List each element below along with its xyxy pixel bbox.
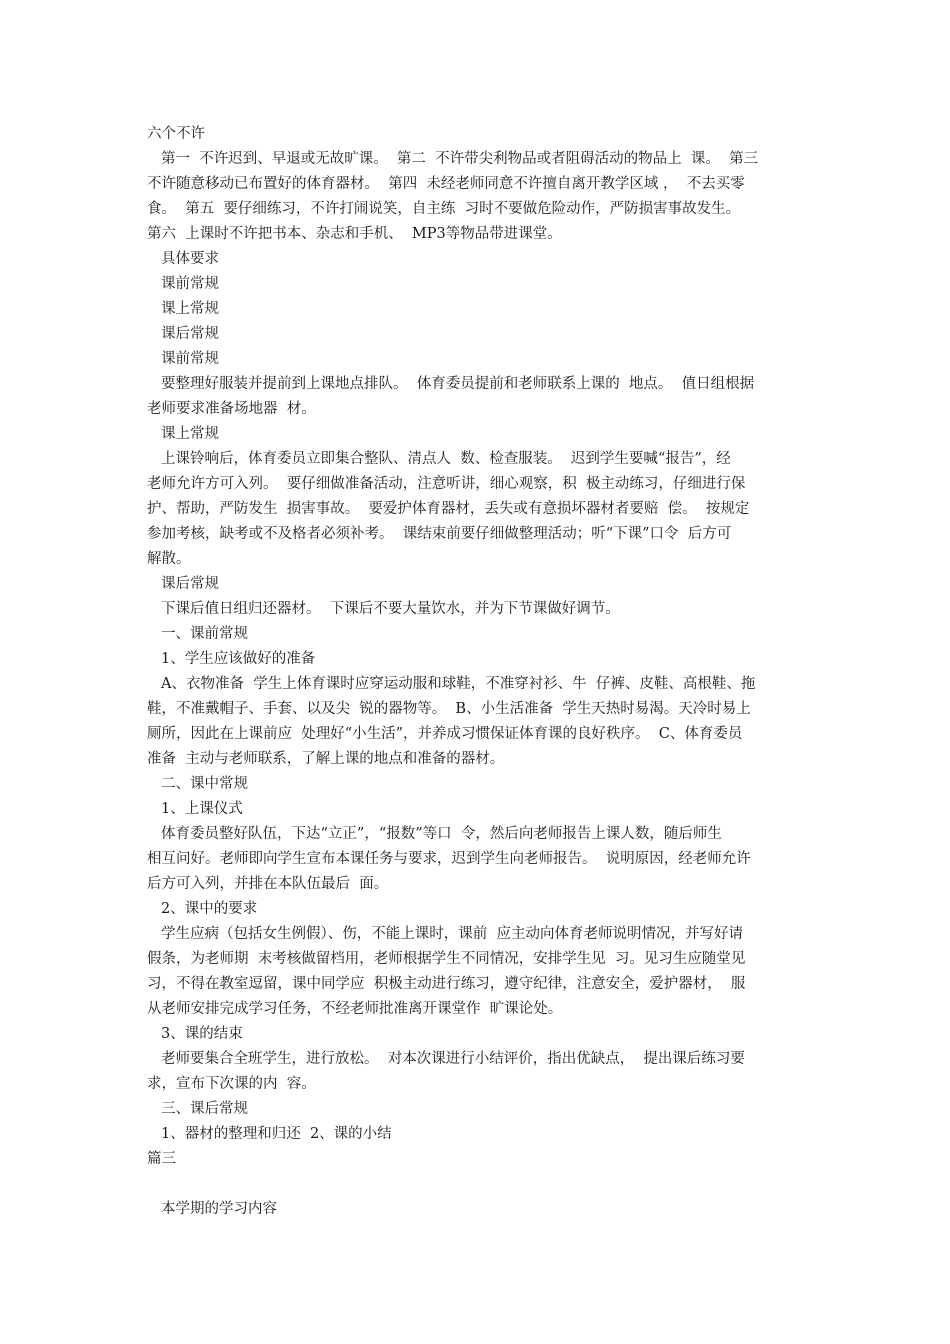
text-line: 二、课中常规 [161, 776, 248, 792]
text-line: 3、课的结束 [161, 1026, 243, 1042]
text-line: 老师要集合全班学生，进行放松。 对本次课进行小结评价，指出优缺点， 提出课后练习要 [161, 1051, 745, 1067]
text-line: 食。 第五 要仔细练习，不许打闹说笑，自主练 习时不要做危险动作，严防损害事故发生。 [147, 201, 741, 217]
text-line: 厕所，因此在上课前应 处理好“小生活”，并养成习惯保证体育课的良好秩序。 C、体育委员 [147, 726, 743, 742]
text-line: 具体要求 [161, 251, 219, 267]
text-line: 上课铃响后，体育委员立即集合整队、清点人 数、检查服装。 迟到学生要喊“报告”，经 [161, 451, 731, 467]
text-line: 护、帮助，严防发生 损害事故。 要爱护体育器材，丢失或有意损坏器材者要赔 偿。 按规定 [147, 501, 750, 517]
text-line: 课后常规 [161, 576, 219, 592]
text-line: 本学期的学习内容 [161, 1201, 277, 1217]
document-page [147, 122, 809, 1222]
text-line: 学生应病（包括女生例假）、伤，不能上课时，课前 应主动向体育老师说明情况，并写好请 [161, 926, 743, 942]
text-line: 课前常规 [161, 351, 219, 367]
text-line: 第六 上课时不许把书本、杂志和手机、 MP3等物品带进课堂。 [147, 226, 562, 242]
text-line: 鞋，不准戴帽子、手套、以及尖 锐的器物等。 B、小生活准备 学生天热时易渴。天冷时易上 [147, 701, 751, 717]
text-line: 篇三 [147, 1151, 176, 1167]
text-line: 参加考核，缺考或不及格者必须补考。 课结束前要仔细做整理活动；听“下课”口令 后方可 [147, 526, 732, 542]
blank-line [147, 1172, 809, 1197]
text-line: 老师要求准备场地器 材。 [147, 401, 316, 417]
text-line: 第一 不许迟到、早退或无故旷课。 第二 不许带尖利物品或者阻碍活动的物品上 课。 第三 [161, 151, 759, 167]
text-line: 相互问好。老师即向学生宣布本课任务与要求，迟到学生向老师报告。 说明原因，经老师允许 [147, 851, 751, 867]
text-line: 六个不许 [147, 126, 205, 142]
text-line: 2、课中的要求 [161, 901, 258, 917]
text-line: 不许随意移动已布置好的体育器材。 第四 未经老师同意不许擅自离开教学区域 ， 不去买零 [147, 176, 745, 192]
text-line: 求，宣布下次课的内 容。 [147, 1076, 316, 1092]
text-line: 假条，为老师期 末考核做留档用，老师根据学生不同情况，安排学生见 习。见习生应随堂见 [147, 951, 746, 967]
text-line: 下课后值日组归还器材。 下课后不要大量饮水，并为下节课做好调节。 [161, 601, 620, 617]
text-line: 解散。 [147, 551, 191, 567]
text-line: 体育委员整好队伍，下达“立正”，“报数”等口 令，然后向老师报告上课人数，随后师生 [161, 826, 722, 842]
text-line: 一、课前常规 [161, 626, 248, 642]
text-line: 后方可入列，并排在本队伍最后 面。 [147, 876, 389, 892]
text-line: 课前常规 [161, 276, 219, 292]
text-line: 老师允许方可入列。 要仔细做准备活动，注意听讲，细心观察，积 极主动练习，仔细进行保 [147, 476, 746, 492]
text-line: A、衣物准备 学生上体育课时应穿运动服和球鞋，不准穿衬衫、牛 仔裤、皮鞋、高根鞋、拖 [161, 676, 756, 692]
text-line: 准备 主动与老师联系，了解上课的地点和准备的器材。 [147, 751, 505, 767]
text-line: 课后常规 [161, 326, 219, 342]
text-line: 三、课后常规 [161, 1101, 248, 1117]
text-line: 1、器材的整理和归还 2、课的小结 [161, 1126, 392, 1142]
text-line: 从老师安排完成学习任务，不经老师批准离开课堂作 旷课论处。 [147, 1001, 563, 1017]
text-line: 1、上课仪式 [161, 801, 243, 817]
text-line: 要整理好服装并提前到上课地点排队。 体育委员提前和老师联系上课的 地点。 值日组根据 [161, 376, 755, 392]
text-line: 1、学生应该做好的准备 [161, 651, 316, 667]
text-line: 课上常规 [161, 426, 219, 442]
text-line: 习，不得在教室逗留，课中同学应 积极主动进行练习，遵守纪律，注意安全，爱护器材， 服 [147, 976, 746, 992]
text-line: 课上常规 [161, 301, 219, 317]
